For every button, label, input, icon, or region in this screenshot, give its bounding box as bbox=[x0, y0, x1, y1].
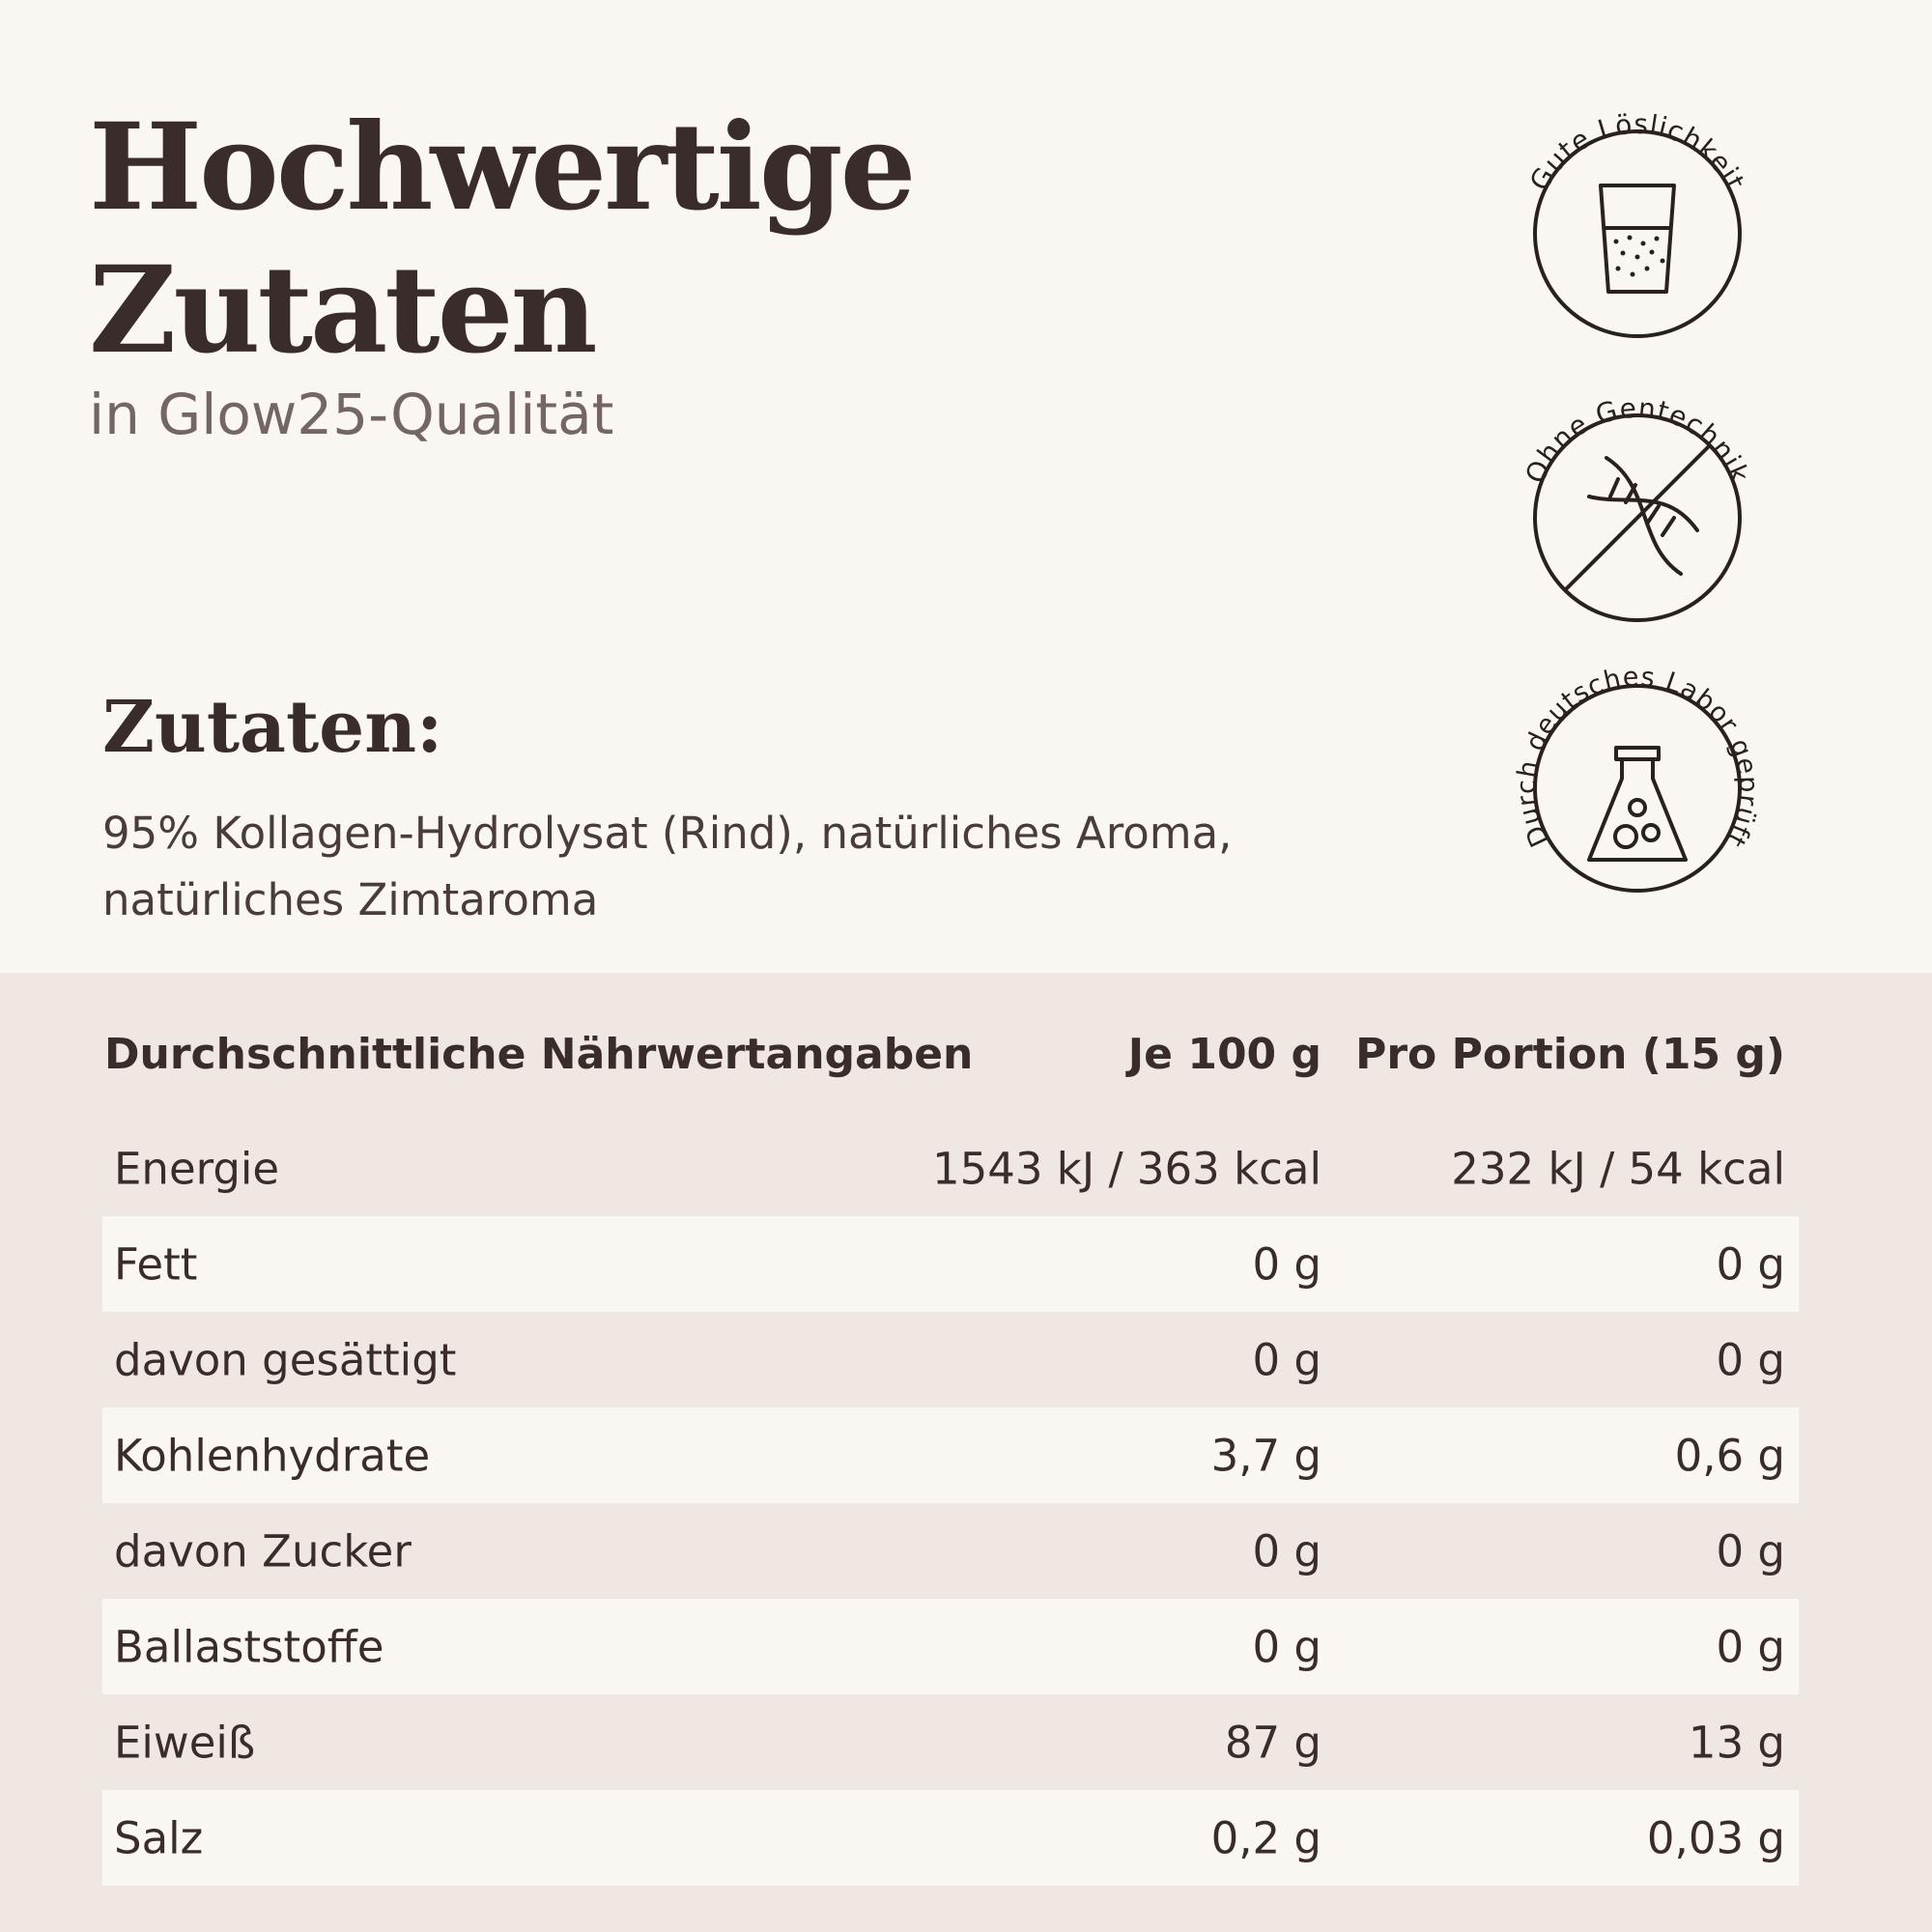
table-row bbox=[102, 1121, 1799, 1216]
nutrient-per-portion: 232 kJ / 54 kcal bbox=[1451, 1143, 1785, 1194]
nutrient-per100: 0 g bbox=[1252, 1238, 1321, 1290]
table-row bbox=[102, 1503, 1799, 1599]
badge-gmo-free bbox=[1483, 361, 1792, 632]
title-line-2: Zutaten bbox=[89, 241, 595, 381]
nutrient-name: Fett bbox=[114, 1238, 198, 1290]
badge-solubility-circle bbox=[1535, 131, 1740, 336]
nutrient-per100: 1543 kJ / 363 kcal bbox=[931, 1143, 1321, 1194]
nutrient-per100: 0 g bbox=[1252, 1334, 1321, 1385]
nutrient-per-portion: 0 g bbox=[1716, 1334, 1785, 1385]
page-title bbox=[89, 97, 913, 383]
title-line-1: Hochwertige bbox=[89, 98, 914, 238]
nutrient-per-portion: 0,03 g bbox=[1646, 1812, 1785, 1863]
nutrient-name: Energie bbox=[114, 1143, 280, 1194]
table-row bbox=[102, 1216, 1799, 1312]
table-row bbox=[102, 1599, 1799, 1694]
nutrient-name: davon Zucker bbox=[114, 1525, 412, 1577]
nutrient-per100: 0 g bbox=[1252, 1621, 1321, 1672]
nutrient-per100: 0,2 g bbox=[1210, 1812, 1321, 1863]
nutrient-name: Kohlenhydrate bbox=[114, 1430, 431, 1481]
nutrient-name: Ballaststoffe bbox=[114, 1621, 384, 1672]
page-subtitle: in Glow25-Qualität bbox=[89, 382, 614, 447]
table-row bbox=[102, 1790, 1799, 1886]
nutrient-per100: 0 g bbox=[1252, 1525, 1321, 1577]
ingredients-text bbox=[102, 800, 1310, 933]
glass-icon bbox=[1601, 185, 1674, 292]
table-row bbox=[102, 1694, 1799, 1790]
ingredients-line-1: 95% Kollagen-Hydrolysat (Rind), natürliches Aroma, bbox=[102, 808, 1233, 859]
badge-lab-tested bbox=[1483, 638, 1792, 927]
badge-solubility-label: Gute Löslichkeit bbox=[1522, 107, 1752, 196]
nutrient-name: davon gesättigt bbox=[114, 1334, 457, 1385]
nutrient-name: Salz bbox=[114, 1812, 204, 1863]
nutrient-per100: 87 g bbox=[1224, 1717, 1321, 1768]
badge-solubility bbox=[1483, 77, 1792, 348]
ingredients-heading: Zutaten: bbox=[102, 686, 443, 769]
nutrient-per-portion: 0 g bbox=[1716, 1525, 1785, 1577]
nutrition-header-per-portion: Pro Portion (15 g) bbox=[1355, 1030, 1785, 1079]
nutrient-per-portion: 0,6 g bbox=[1674, 1430, 1785, 1481]
nutrition-rows bbox=[102, 1121, 1799, 1886]
dna-crossed-icon bbox=[1566, 446, 1709, 589]
ingredients-line-2: natürliches Zimtaroma bbox=[102, 874, 599, 925]
table-row bbox=[102, 1407, 1799, 1503]
badge-gmo-free-label: Ohne Gentechnik bbox=[1519, 391, 1756, 489]
table-row bbox=[102, 1312, 1799, 1407]
nutrient-name: Eiweiß bbox=[114, 1717, 256, 1768]
nutrient-per100: 3,7 g bbox=[1210, 1430, 1321, 1481]
lab-flask-icon bbox=[1589, 748, 1686, 860]
nutrition-table-header bbox=[102, 1024, 1799, 1084]
nutrient-per-portion: 0 g bbox=[1716, 1238, 1785, 1290]
nutrition-header-label: Durchschnittliche Nährwertangaben bbox=[104, 1030, 974, 1079]
nutrient-per-portion: 0 g bbox=[1716, 1621, 1785, 1672]
nutrition-table bbox=[102, 1024, 1799, 1863]
nutrition-header-per100: Je 100 g bbox=[1127, 1030, 1321, 1079]
badge-lab-tested-label: Durch deutsches Labor geprüft bbox=[1511, 662, 1764, 853]
nutrient-per-portion: 13 g bbox=[1688, 1717, 1785, 1768]
